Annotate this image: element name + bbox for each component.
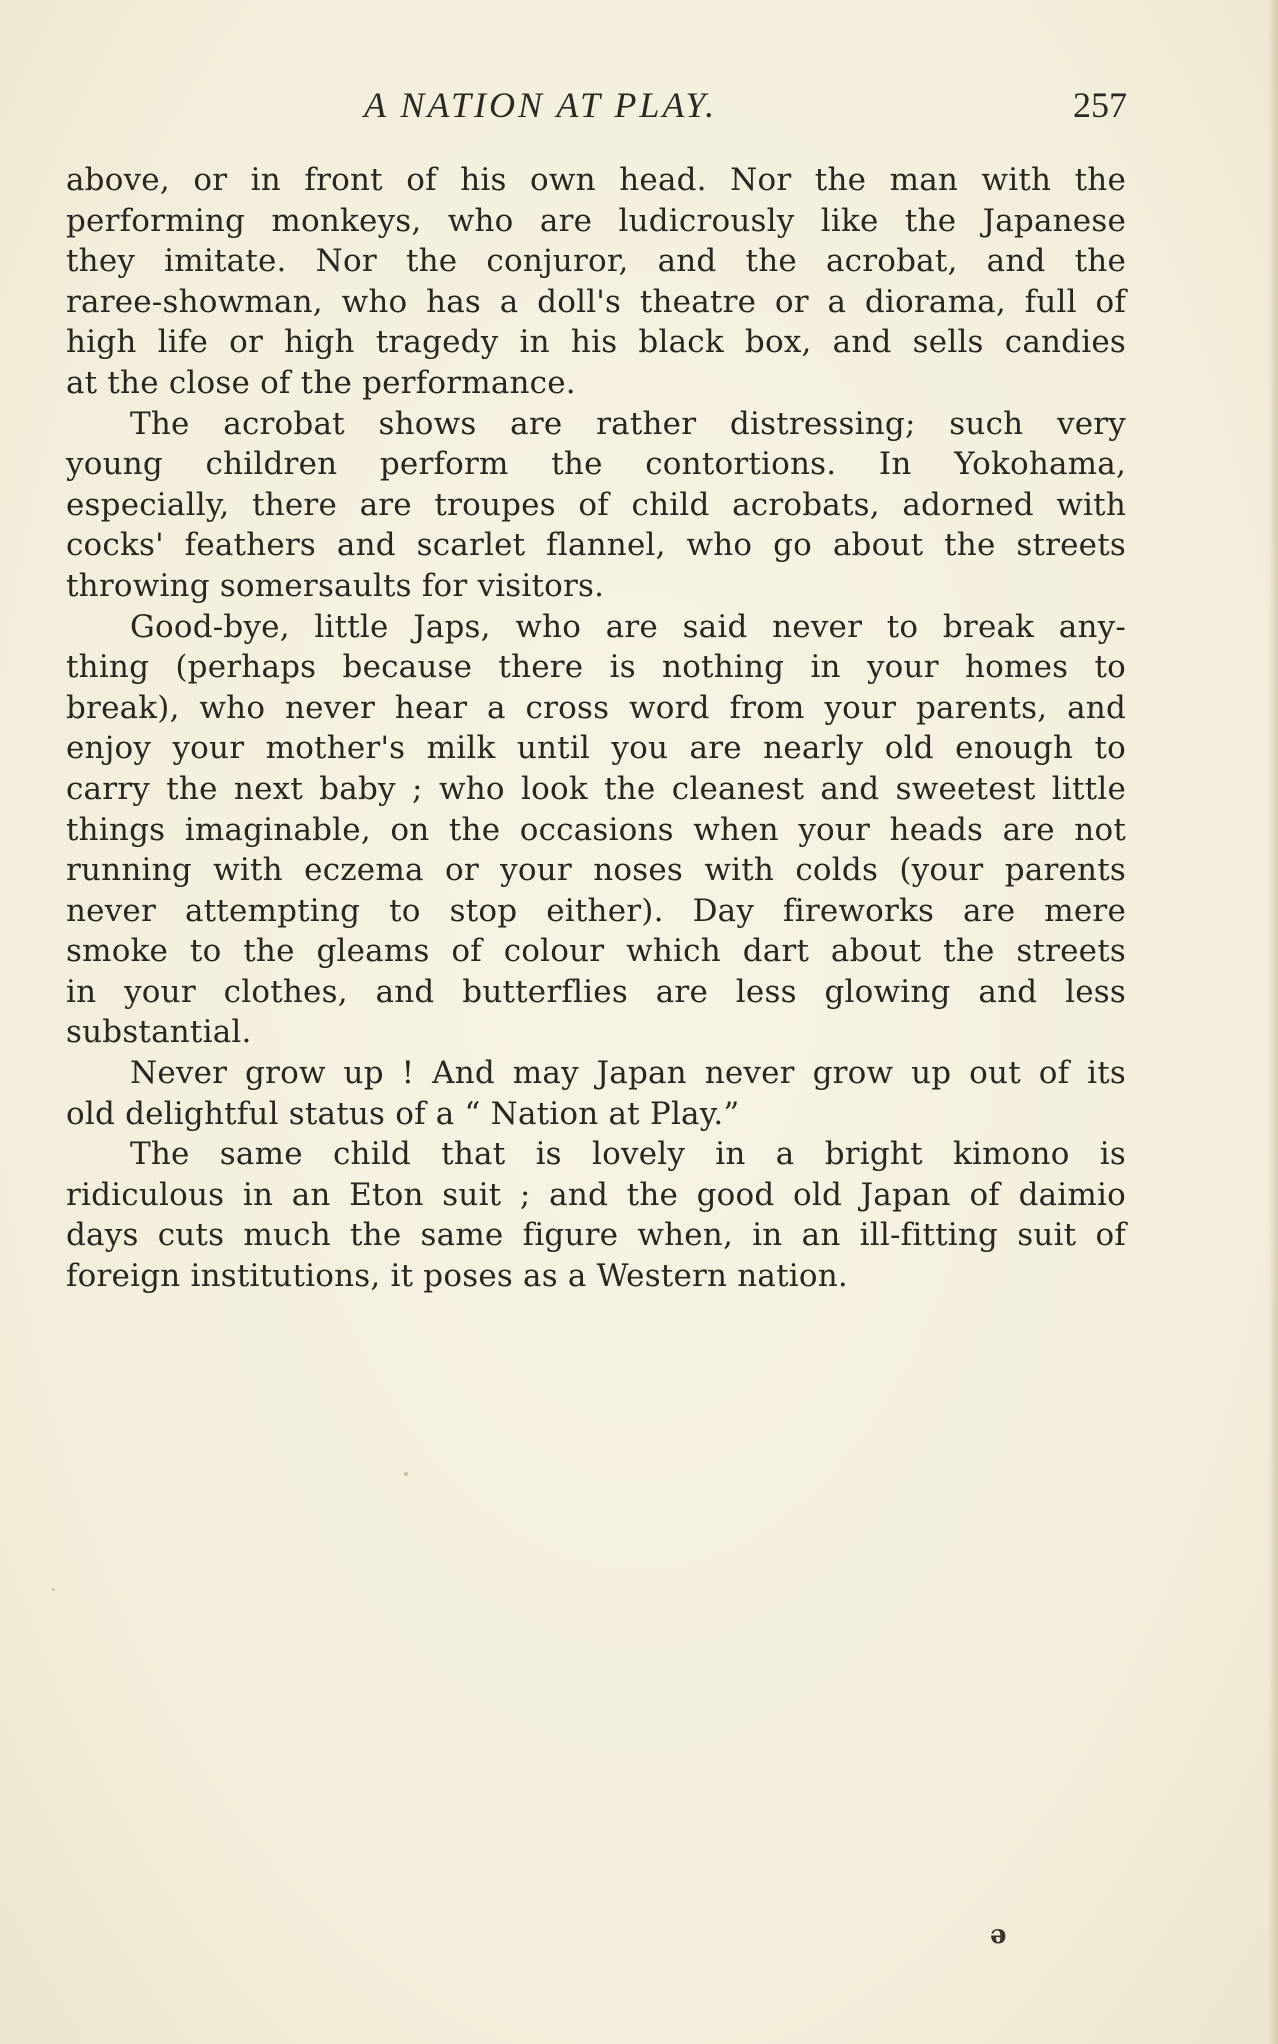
text-line: performing monkeys, who are ludicrously like the Japanese	[66, 202, 1126, 239]
running-title: A NATION AT PLAY.	[364, 85, 718, 125]
text-line: above, or in front of his own head. Nor the man with the	[66, 162, 1126, 198]
text-line: raree-showman, who has a doll's theatre or a diorama, full of	[66, 283, 1126, 320]
text-line: at the close of the performance.	[66, 364, 576, 401]
printer-signature-mark: ə	[990, 1920, 1007, 1950]
text-line: The same child that is lovely in a bright kimono is	[130, 1136, 1126, 1173]
text-line: things imaginable, on the occasions when your heads are not	[66, 811, 1126, 848]
text-line: in your clothes, and butterflies are less glowing and less	[66, 973, 1126, 1010]
text-line: Good-bye, little Japs, who are said never to break any-	[130, 608, 1126, 645]
body-text	[66, 160, 1126, 1297]
text-line: carry the next baby ; who look the cleanest and sweetest little	[66, 770, 1126, 807]
text-line: running with eczema or your noses with colds (your parents	[66, 852, 1126, 889]
text-line: young children perform the contortions. In Yokohama,	[66, 446, 1126, 483]
text-line: high life or high tragedy in his black box, and sells candies	[66, 324, 1126, 361]
page-edge-shadow	[1268, 0, 1278, 2044]
text-line: Never grow up ! And may Japan never grow up out of its	[130, 1055, 1126, 1092]
text-line: thing (perhaps because there is nothing in your homes to	[66, 649, 1126, 686]
text-line: they imitate. Nor the conjuror, and the acrobat, and the	[66, 243, 1126, 280]
paper-speck	[404, 1472, 408, 1476]
text-line: throwing somersaults for visitors.	[66, 567, 605, 604]
text-line: old delightful status of a “ Nation at Play.”	[66, 1095, 740, 1132]
text-line: foreign institutions, it poses as a Western nation.	[66, 1258, 848, 1295]
text-line: ridiculous in an Eton suit ; and the good old Japan of daimio	[66, 1176, 1126, 1213]
text-line: smoke to the gleams of colour which dart about the streets	[66, 933, 1126, 970]
running-header	[64, 84, 1127, 132]
text-line: days cuts much the same figure when, in an ill-fitting suit of	[66, 1217, 1126, 1254]
text-line: substantial.	[66, 1014, 252, 1051]
text-line: never attempting to stop either). Day fireworks are mere	[66, 892, 1126, 929]
text-line: especially, there are troupes of child acrobats, adorned with	[66, 486, 1126, 523]
text-line: enjoy your mother's milk until you are nearly old enough to	[66, 730, 1126, 767]
page-number: 257	[1073, 85, 1127, 125]
text-line: cocks' feathers and scarlet flannel, who go about the streets	[66, 527, 1126, 564]
text-line: The acrobat shows are rather distressing; such very	[130, 405, 1126, 442]
text-line: break), who never hear a cross word from your parents, and	[66, 689, 1126, 726]
paper-speck	[52, 1588, 55, 1591]
